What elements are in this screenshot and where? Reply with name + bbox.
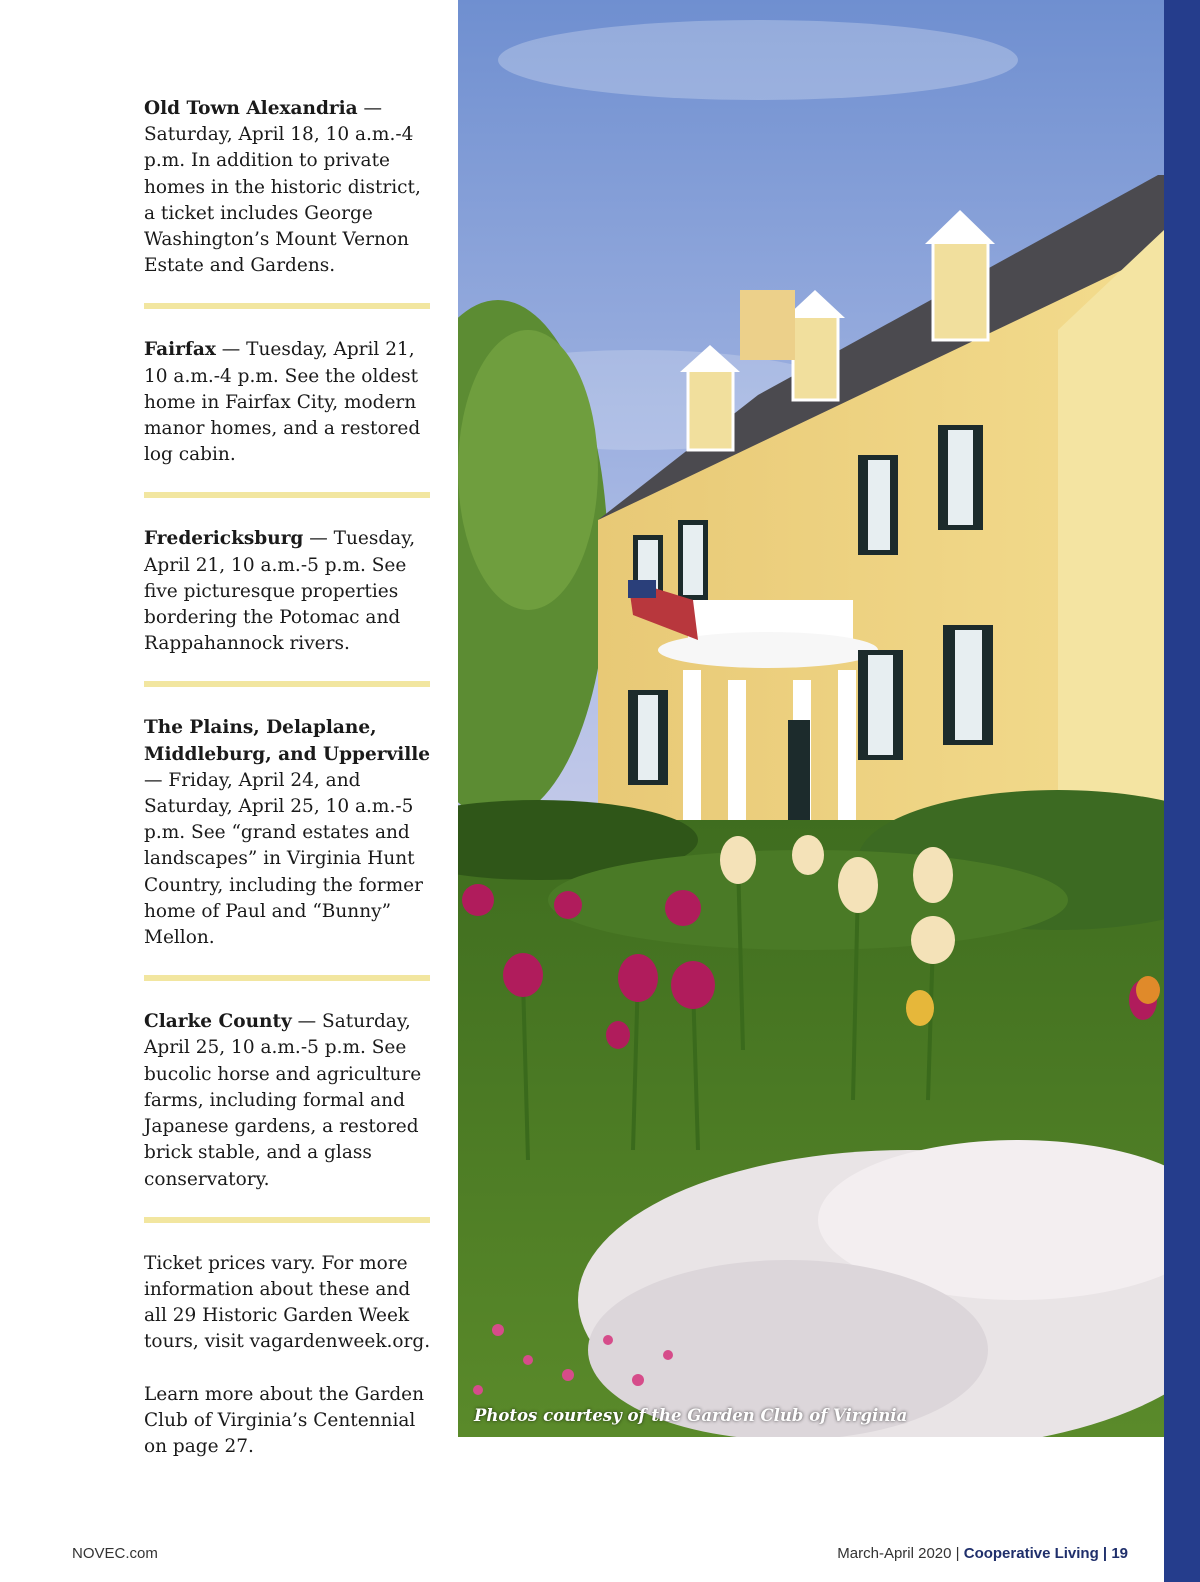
tour-entry-fairfax bbox=[144, 337, 434, 468]
divider bbox=[144, 303, 430, 309]
footer-issue-info bbox=[837, 1545, 1128, 1562]
tour-description: Saturday, April 25, 10 a.m.-5 p.m. See bucolic horse and agriculture farms, including formal and Japanese gardens, a restored brick stable, and a glass conservatory. bbox=[144, 1011, 422, 1190]
tour-entry-clarke-county bbox=[144, 1009, 434, 1192]
tour-description: Tuesday, April 21, 10 a.m.-5 p.m. See five picturesque properties bordering the Potomac and Rappahannock rivers. bbox=[144, 528, 416, 655]
page-number: 19 bbox=[1111, 1545, 1128, 1562]
dash: — bbox=[144, 769, 163, 791]
centennial-note: Learn more about the Garden Club of Virginia’s Centennial on page 27. bbox=[144, 1383, 425, 1457]
footer-site: NOVEC.com bbox=[72, 1545, 158, 1562]
ticket-info: Ticket prices vary. For more information about these and all 29 Historic Garden Week tours, visit vagardenweek.org. bbox=[144, 1252, 431, 1353]
divider bbox=[144, 1217, 430, 1223]
tour-description: Tuesday, April 21, 10 a.m.-4 p.m. See the oldest home in Fairfax City, modern manor homes, and a restored log cabin. bbox=[144, 339, 421, 466]
tour-entry-hunt-country bbox=[144, 715, 434, 951]
tour-entry-alexandria bbox=[144, 96, 434, 279]
issue-date: March-April 2020 bbox=[837, 1545, 952, 1562]
tour-title: Clarke County bbox=[144, 1011, 292, 1033]
tour-title: Old Town Alexandria bbox=[144, 98, 358, 119]
dash: — bbox=[357, 98, 383, 119]
garden-house-photo bbox=[458, 0, 1164, 1437]
dash: — bbox=[303, 528, 328, 550]
tour-title: Fredericksburg bbox=[144, 528, 304, 550]
divider bbox=[144, 975, 430, 981]
separator: | bbox=[951, 1545, 964, 1562]
page-separator: | bbox=[1098, 1545, 1112, 1562]
tour-description: Saturday, April 18, 10 a.m.-4 p.m. In addition to private homes in the historic district, a ticket includes George Washington’s Mount Vernon Estate and Gardens. bbox=[144, 124, 421, 277]
publication-name: Cooperative Living bbox=[963, 1545, 1099, 1562]
tour-title: Fairfax bbox=[144, 339, 216, 361]
tour-description: Friday, April 24, and Saturday, April 25, 10 a.m.-5 p.m. See “grand estates and landscapes” in Virginia Hunt Country, including the former home of Paul and “Bunny” Mellon. bbox=[144, 769, 423, 949]
dash: — bbox=[291, 1011, 317, 1033]
tour-entry-fredericksburg bbox=[144, 526, 434, 657]
divider bbox=[144, 681, 430, 687]
article-text-column bbox=[144, 96, 434, 1486]
photo-credit: Photos courtesy of the Garden Club of Virginia bbox=[474, 1406, 908, 1425]
side-accent-bar bbox=[1164, 0, 1200, 1582]
dash: — bbox=[215, 339, 241, 361]
tour-title: The Plains, Delaplane, Middleburg, and Upperville bbox=[144, 717, 431, 765]
divider bbox=[144, 492, 430, 498]
